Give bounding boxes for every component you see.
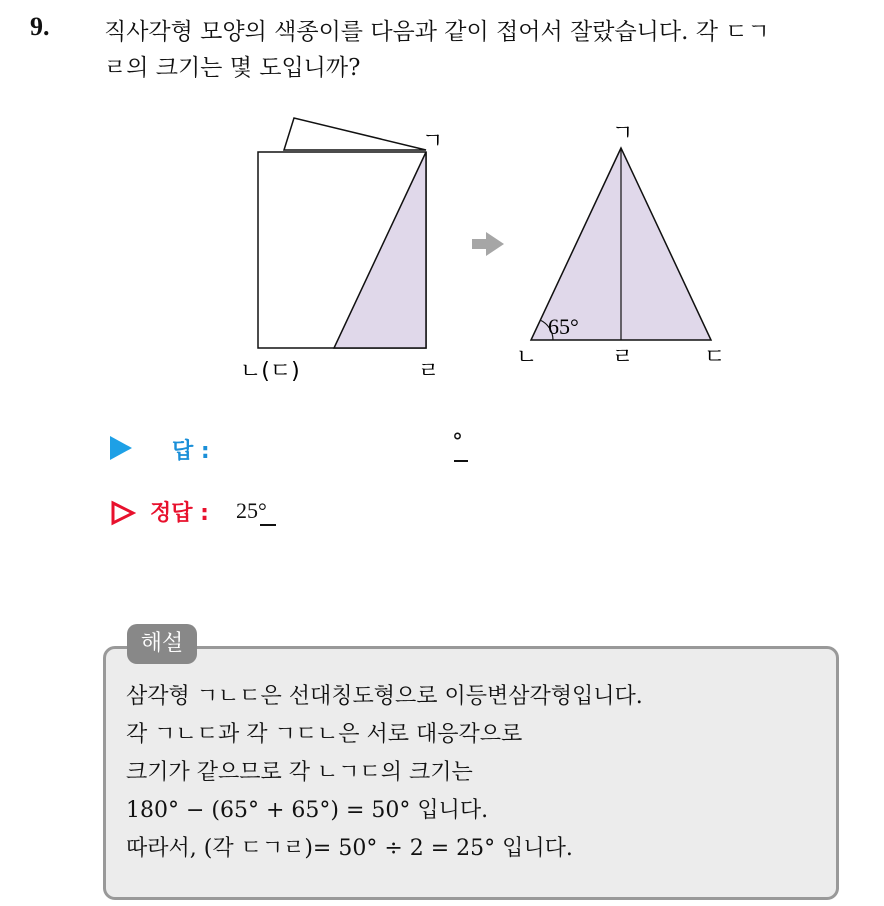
correct-number: 25: [236, 498, 258, 523]
folding-figure: [0, 0, 884, 420]
correct-underline: [260, 524, 276, 526]
correct-label: 정답 :: [150, 501, 209, 526]
question-line-1: 직사각형 모양의 색종이를 다음과 같이 접어서 잘랐습니다. 각 ㄷㄱ: [104, 19, 770, 45]
question-number: 9.: [30, 12, 50, 41]
back-flap: [284, 118, 426, 150]
answer-unit: °: [452, 430, 463, 455]
correct-value: [236, 498, 267, 524]
label-left-bottom-right: ㄹ: [418, 359, 440, 384]
label-right-bottom-mid: ㄹ: [612, 345, 634, 370]
label-left-bottom-left: ㄴ(ㄷ): [240, 359, 300, 384]
explanation-tag: 해설: [127, 624, 197, 664]
label-right-bottom-left: ㄴ: [516, 345, 538, 370]
label-right-top: ㄱ: [612, 121, 634, 146]
answer-underline: [454, 460, 468, 462]
label-left-top: ㄱ: [422, 129, 444, 154]
answer-label: 답 :: [172, 439, 210, 464]
play-outline-icon: [110, 500, 136, 526]
explanation-line: 180° − (65° + 65°) = 50° 입니다.: [126, 798, 489, 823]
explanation-line: 따라서, (각 ㄷㄱㄹ)= 50° ÷ 2 = 25° 입니다.: [126, 836, 573, 861]
label-right-bottom-right: ㄷ: [704, 345, 726, 370]
explanation-line: 크기가 같으므로 각 ㄴㄱㄷ의 크기는: [126, 760, 473, 785]
question-line-2: ㄹ의 크기는 몇 도입니까?: [104, 55, 361, 81]
play-filled-icon: [110, 436, 132, 460]
explanation-text: [126, 678, 643, 868]
correct-unit: °: [258, 498, 267, 523]
explanation-line: 각 ㄱㄴㄷ과 각 ㄱㄷㄴ은 서로 대응각으로: [126, 722, 523, 747]
arrow-right-icon: [472, 232, 504, 256]
explanation-line: 삼각형 ㄱㄴㄷ은 선대칭도형으로 이등변삼각형입니다.: [126, 684, 643, 709]
angle-label: 65°: [548, 314, 579, 339]
